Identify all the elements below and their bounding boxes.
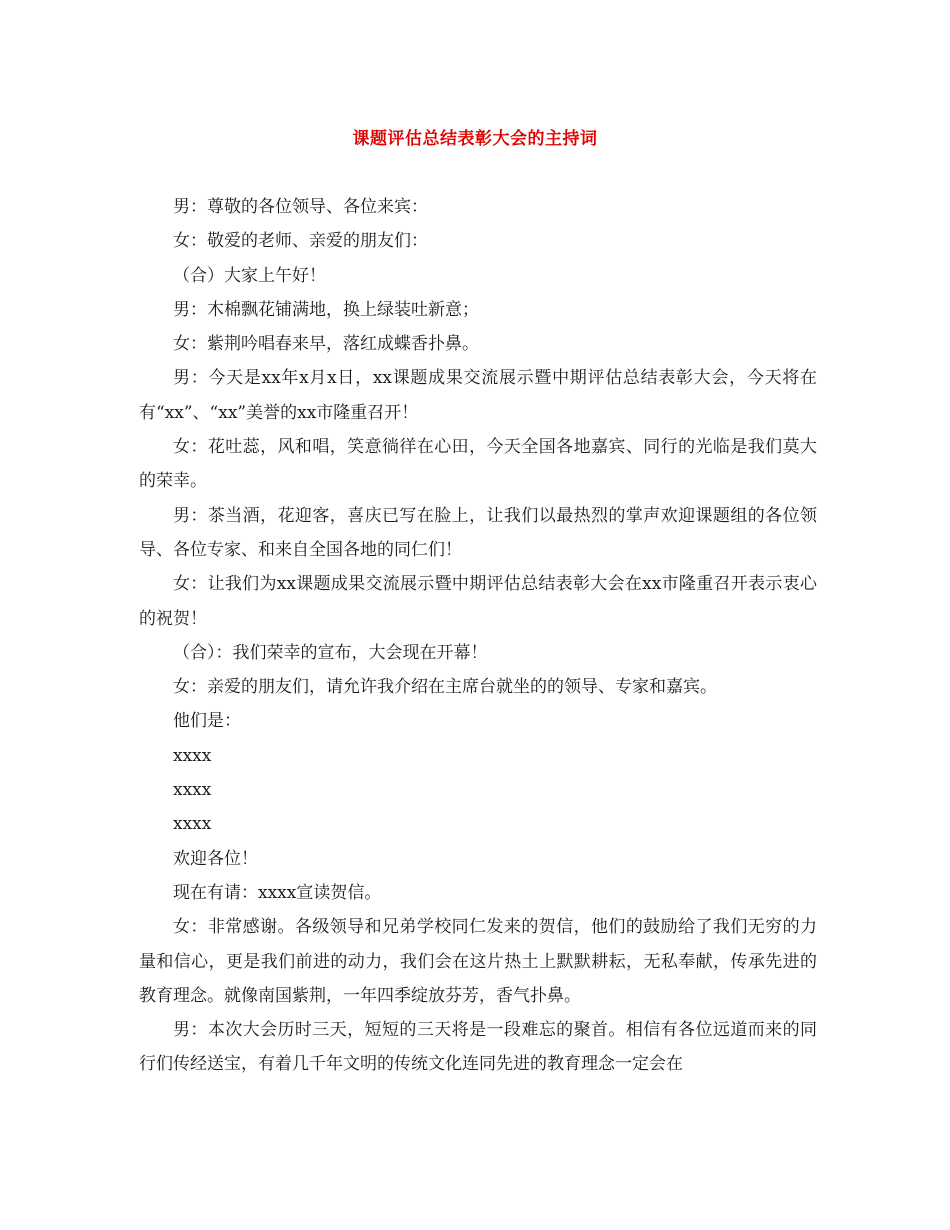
document-body [139, 190, 817, 1082]
paragraph: 男：茶当酒，花迎客，喜庆已写在脸上，让我们以最热烈的掌声欢迎课题组的各位领导、各位专家、和来自全国各地的同仁们！ [139, 505, 817, 560]
paragraph: （合）大家上午好！ [173, 265, 326, 286]
paragraph: 女：敬爱的老师、亲爱的朋友们： [173, 231, 428, 252]
paragraph: 他们是： [173, 711, 241, 732]
document-title: 课题评估总结表彰大会的主持词 [352, 129, 598, 149]
paragraph: 现在有请：xxxx宣读贺信。 [173, 882, 382, 903]
paragraph: 女：非常感谢。各级领导和兄弟学校同仁发来的贺信，他们的鼓励给了我们无穷的力量和信心，更是我们前进的动力，我们会在这片热土上默默耕耘，无私奉献，传承先进的教育理念。就像南国紫荆，一年四季绽放芬芳，香气扑鼻。 [139, 917, 817, 1006]
paragraph: 女：让我们为xx课题成果交流展示暨中期评估总结表彰大会在xx市隆重召开表示衷心的祝贺！ [139, 574, 817, 629]
paragraph: xxxx [173, 814, 212, 835]
paragraph: 女：亲爱的朋友们，请允许我介绍在主席台就坐的的领导、专家和嘉宾。 [173, 677, 717, 698]
paragraph: xxxx [173, 745, 212, 766]
paragraph: 女：花吐蕊，风和唱，笑意徜徉在心田，今天全国各地嘉宾、同行的光临是我们莫大的荣幸。 [139, 437, 817, 492]
paragraph: （合）：我们荣幸的宣布，大会现在开幕！ [173, 642, 488, 663]
paragraph: 男：尊敬的各位领导、各位来宾： [173, 197, 428, 217]
paragraph: 欢迎各位！ [173, 848, 258, 869]
paragraph: 男：今天是xx年x月x日，xx课题成果交流展示暨中期评估总结表彰大会，今天将在有“xx”、“xx”美誉的xx市隆重召开！ [139, 368, 817, 423]
paragraph: 女：紫荆吟唱春来早，落红成蝶香扑鼻。 [173, 334, 479, 355]
paragraph: xxxx [173, 780, 212, 801]
paragraph: 男：本次大会历时三天，短短的三天将是一段难忘的聚首。相信有各位远道而来的同行们传经送宝，有着几千年文明的传统文化连同先进的教育理念一定会在 [139, 1020, 817, 1075]
paragraph: 男：木棉飘花铺满地，换上绿装吐新意； [173, 299, 479, 320]
